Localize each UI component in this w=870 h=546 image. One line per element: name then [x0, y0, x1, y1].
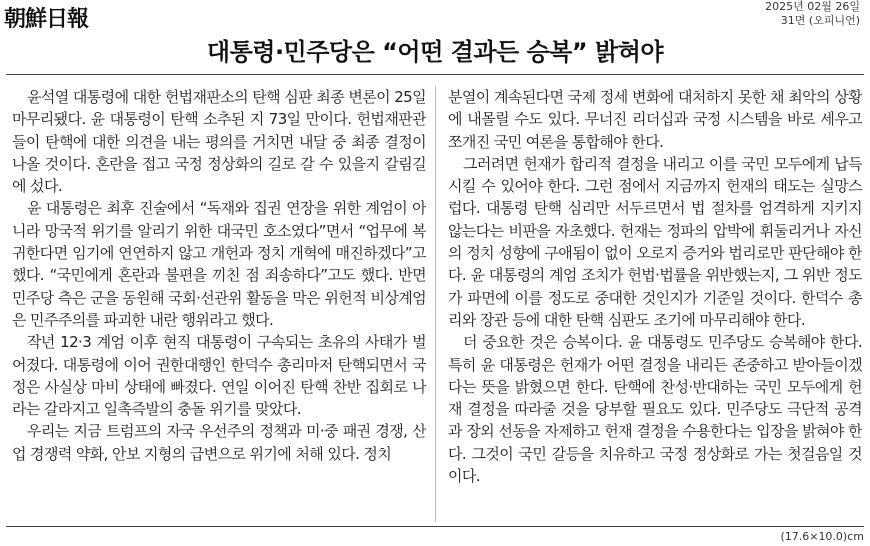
article-column-left [12, 86, 426, 526]
publication-date: 2025년 02월 26일 [765, 0, 860, 13]
column-divider [435, 86, 436, 522]
footer-rule [6, 526, 864, 527]
article-headline: 대통령·민주당은 “어떤 결과든 승복” 밝혀야 [206, 38, 664, 66]
article-paragraph: 우리는 지금 트럼프의 자국 우선주의 정책과 미·중 패권 경쟁, 산업 경쟁력 약화, 안보 지형의 급변으로 위기에 처해 있다. 정치 [12, 422, 426, 463]
clipping-size-note: (17.6×10.0)cm [780, 530, 864, 543]
dateline [765, 0, 860, 28]
newspaper-masthead: 朝鮮日報 [4, 6, 89, 32]
page-section: 31면 (오피니언) [780, 14, 860, 27]
article-paragraph: 윤석열 대통령에 대한 헌법재판소의 탄핵 심판 최종 변론이 25일 마무리됐다. 윤 대통령이 탄핵 소추된 지 73일 만이다. 헌법재판관들이 탄핵에 대한 의견을 내는 평의를 거치면 내달 중 최종 결정이 나올 것이다. 혼란을 접고 국정 정상화의 길로 갈 수 있을지 갈림길에 섰다. [12, 88, 426, 196]
article-paragraph: 분열이 계속된다면 국제 정세 변화에 대처하지 못한 채 최악의 상황에 내몰릴 수도 있다. 무너진 리더십과 국정 시스템을 바로 세우고 쪼개진 국민 여론을 통합해야 한다. [448, 88, 862, 151]
header-rule [6, 74, 864, 75]
article-paragraph: 작년 12·3 계엄 이후 현직 대통령이 구속되는 초유의 사태가 벌어졌다. 대통령에 이어 권한대행인 한덕수 총리마저 탄핵되면서 국정은 사실상 마비 상태에 빠졌다. 연일 이어진 탄핵 찬반 집회로 나라는 갈라지고 일촉즉발의 충돌 위기를 맞았다. [12, 333, 426, 419]
article-paragraph: 더 중요한 것은 승복이다. 윤 대통령도 민주당도 승복해야 한다. 특히 윤 대통령은 헌재가 어떤 결정을 내리든 존중하고 받아들이겠다는 뜻을 밝혔으면 한다. 탄핵에 찬성·반대하는 국민 모두에게 헌재 결정을 따라줄 것을 당부할 필요도 있다. 민주당도 극단적 공격과 장외 선동을 자제하고 헌재 결정을 수용한다는 입장을 밝혀야 한다. 그것이 국민 갈등을 치유하고 국정 정상화로 가는 첫걸음일 것이다. [448, 333, 862, 486]
article-column-right [448, 86, 862, 526]
article-paragraph: 윤 대통령은 최후 진술에서 “독재와 집권 연장을 위한 계엄이 아니라 망국적 위기를 알리기 위한 대국민 호소였다”면서 “업무에 복귀한다면 임기에 연연하지 않고 개헌과 정치 개혁에 매진하겠다”고 했다. “국민에게 혼란과 불편을 끼친 점 죄송하다”고도 했다. 반면 민주당 측은 군을 동원해 국회·선관위 활동을 막은 위헌적 비상계엄은 민주주의를 파괴한 내란 행위라고 했다. [12, 199, 426, 329]
article-paragraph: 그러려면 헌재가 합리적 결정을 내리고 이를 국민 모두에게 납득시킬 수 있어야 한다. 그런 점에서 지금까지 헌재의 태도는 실망스럽다. 대통령 탄핵 심리만 서두르면서 법 절차를 엄격하게 지키지 않는다는 비판을 자초했다. 헌재는 정파의 압박에 휘둘리거나 자신의 정치 성향에 구애됨이 없이 오로지 증거와 법리로만 판단해야 한다. 윤 대통령의 계엄 조치가 헌법·법률을 위반했는지, 그 위반 정도가 파면에 이를 정도로 중대한 것인지가 기준일 것이다. 한덕수 총리와 장관 등에 대한 탄핵 심판도 조기에 마무리해야 한다. [448, 154, 862, 329]
